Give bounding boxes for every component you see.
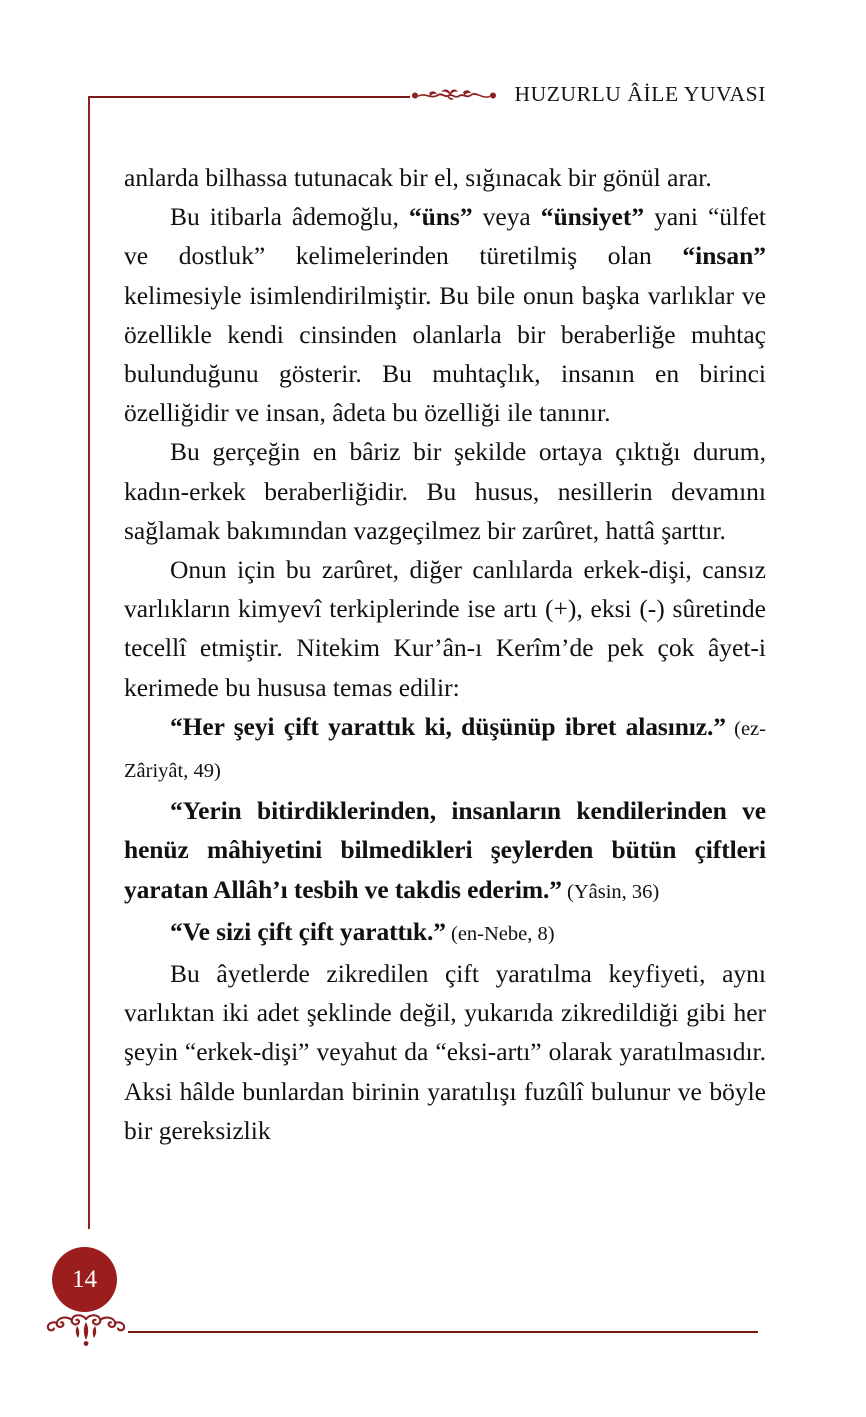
running-header [88, 78, 766, 112]
verse-reference: (Yâsin, 36) [561, 880, 660, 903]
paragraph-gercek: Bu gerçeğin en bâriz bir şekilde ortaya çıktığı durum, kadın-erkek beraberliğidir. Bu husus, nesillerin devamını sağlamak bakımından vazgeçilmez bir zarûret, hattâ şarttır. [124, 437, 766, 545]
page-title: HUZURLU ÂİLE YUVASI [514, 82, 766, 107]
verse-reference: (en-Nebe, 8) [445, 922, 555, 945]
left-margin-rule [88, 96, 90, 1229]
verse-text: “Ve sizi çift çift yarattık.” [170, 916, 446, 946]
verse-reference: (ez-Zâriyât, 49) [124, 717, 766, 783]
paragraph-insan [124, 197, 766, 432]
verse-nebe [124, 912, 766, 954]
text-run: veya [472, 202, 541, 232]
verse-text: “Her şeyi çift yarattık ki, düşünüp ibret alasınız.” [170, 711, 726, 741]
text-run: kelimesiyle isimlendirilmiştir. Bu bile onun başka varlıklar ve özellikle kendi cinsinden olanlarla bir beraberliğe muhtaç bulunduğunu gösterir. Bu muhtaçlık, insanın en birinci özelliğidir ve insan, âdeta bu özelliği ile tanınır. [124, 280, 766, 428]
text-run: Bu itibarla âdemoğlu, [170, 202, 409, 232]
verse-yasin [124, 791, 766, 912]
bold-term-insan: “insan” [682, 241, 766, 271]
bold-term-uns: “üns” [408, 202, 473, 232]
verse-text: “Yerin bitirdiklerinden, insanların kendilerinden ve henüz mâhiyetini bilmedikleri şeylerden bütün çiftleri yaratan Allâh’ı tesbih ve takdis ederim.” [124, 796, 766, 904]
header-rule [88, 96, 410, 98]
body-text [124, 158, 766, 1150]
text-run: yani “ülfet ve dostluk” kelimelerinden türetilmiş olan [124, 202, 767, 271]
page-number-badge [52, 1247, 117, 1312]
page-number-label: 14 [72, 1266, 97, 1293]
paragraph-ayetlerde: Bu âyetlerde zikredilen çift yaratılma keyfiyeti, aynı varlıktan iki adet şeklinde değil, yukarıda zikredildiği gibi her şeyin “erkek-dişi” veyahut da “eksi-artı” olarak yaratılmasıdır. Aksi hâlde bunlardan birinin yaratılışı fuzûlî bulunur ve böyle bir gereksizlik [124, 959, 766, 1145]
footer-rule [128, 1331, 758, 1333]
corner-flourish-ornament-icon [44, 1313, 128, 1347]
paragraph-continued: anlarda bilhassa tutunacak bir el, sığınacak bir gönül arar. [124, 163, 712, 192]
floral-ornament-icon [411, 87, 497, 103]
verse-zariyat [124, 707, 766, 791]
paragraph-zaruret: Onun için bu zarûret, diğer canlılarda erkek-dişi, cansız varlıkların kimyevî terkiplerinde ise artı (+), eksi (-) sûretinde tecellî etmiştir. Nitekim Kur’ân-ı Kerîm’de pek çok âyet-i kerimede bu hususa temas edilir: [124, 555, 766, 702]
bold-term-unsiyet: “ünsiyet” [540, 202, 645, 232]
